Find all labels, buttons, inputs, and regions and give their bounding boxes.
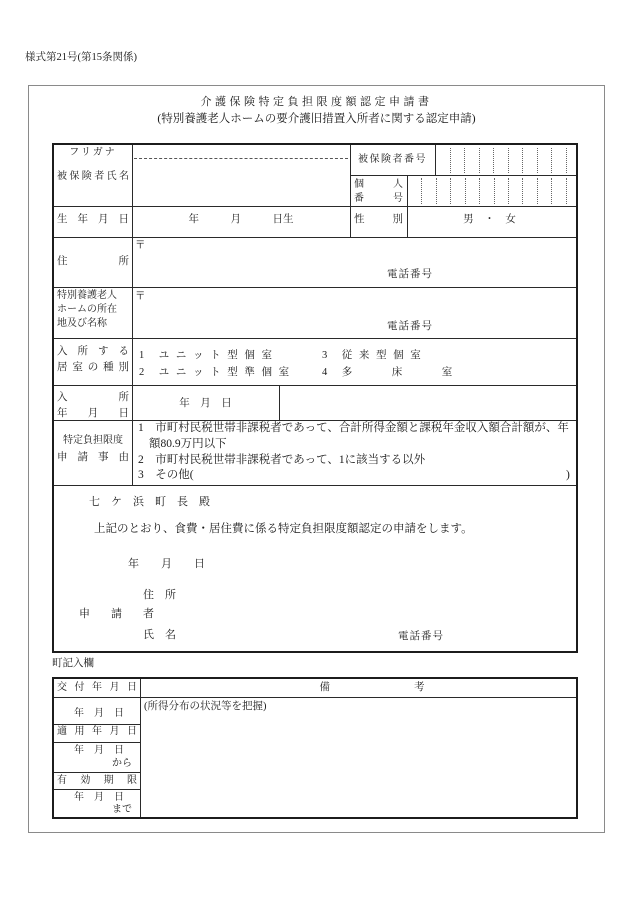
valid-date-value: 年 月 日 bbox=[74, 792, 124, 803]
admission-date-label-line1: 入 所 bbox=[57, 392, 129, 403]
form-number: 様式第21号(第15条関係) bbox=[25, 52, 137, 63]
facility-phone-label: 電話番号 bbox=[387, 321, 433, 332]
rule bbox=[54, 485, 576, 486]
form-title: 介護保険特定負担限度額認定申請書 bbox=[200, 96, 433, 108]
sex-value: 男 ・ 女 bbox=[463, 214, 520, 225]
facility-postal-mark: 〒 bbox=[135, 291, 146, 302]
address-label: 住 所 bbox=[57, 256, 129, 267]
remarks-header: 備 考 bbox=[319, 682, 425, 693]
form-subtitle: (特別養護老人ホームの要介護旧措置入所者に関する認定申請) bbox=[157, 113, 476, 125]
reason-label-line2: 申 請 事 由 bbox=[57, 452, 129, 463]
town-use-table bbox=[52, 677, 578, 819]
rule bbox=[279, 385, 280, 420]
applicant-name-label: 氏 名 bbox=[143, 629, 176, 641]
rule bbox=[54, 772, 140, 773]
personal-number-digit-boxes bbox=[407, 176, 580, 206]
birthdate-label: 生 年 月 日 bbox=[57, 214, 129, 225]
rule bbox=[132, 145, 133, 485]
reason-label-line1: 特定負担限度 bbox=[63, 435, 123, 446]
reason-item-1-line1: 1 市町村民税世帯非課税者であって、合計所得金額と課税年金収入額合計額が、年 bbox=[138, 422, 569, 434]
apply-date-value: 年 月 日 bbox=[74, 745, 124, 756]
personal-number-label-line1: 個 人 bbox=[354, 179, 403, 190]
room-type-label-line1: 入 所 す る bbox=[57, 346, 129, 357]
valid-date-suffix: まで bbox=[112, 804, 132, 815]
reason-item-3-close-paren: ) bbox=[566, 469, 570, 481]
rule bbox=[54, 724, 140, 725]
sex-label: 性 別 bbox=[354, 214, 403, 225]
town-section-label: 町記入欄 bbox=[52, 658, 94, 669]
admission-date-value: 年 月 日 bbox=[179, 398, 232, 409]
addressee-line: 七ケ浜町長殿 bbox=[89, 496, 221, 508]
remarks-note: (所得分布の状況等を把握) bbox=[144, 701, 267, 712]
declaration-date: 年 月 日 bbox=[128, 558, 205, 570]
declaration-statement: 上記のとおり、食費・居住費に係る特定負担限度額認定の申請をします。 bbox=[94, 523, 473, 535]
facility-label-line2: ホームの所在 bbox=[57, 304, 117, 315]
room-option-1: 1 ユ ニ ッ ト 型 個 室 bbox=[139, 350, 274, 361]
rule bbox=[54, 742, 140, 743]
reason-item-1-line2: 額80.9万円以下 bbox=[149, 438, 227, 450]
valid-period-label: 有 効 期 限 bbox=[57, 775, 137, 786]
reason-item-3: 3 その他( bbox=[138, 469, 194, 481]
issue-date-label: 交 付 年 月 日 bbox=[57, 682, 137, 693]
rule bbox=[140, 679, 141, 817]
room-option-3: 3 従 来 型 個 室 bbox=[322, 350, 423, 361]
applicant-label: 申 請 者 bbox=[79, 608, 159, 620]
apply-date-label: 適 用 年 月 日 bbox=[57, 726, 137, 737]
personal-number-label-line2: 番 号 bbox=[354, 193, 403, 204]
insured-number-label: 被保険者番号 bbox=[358, 154, 427, 165]
room-option-4: 4 多 床 室 bbox=[322, 367, 455, 378]
address-phone-label: 電話番号 bbox=[387, 269, 433, 280]
rule bbox=[54, 697, 576, 698]
reason-item-2: 2 市町村民税世帯非課税者であって、1に該当する以外 bbox=[138, 454, 426, 466]
room-option-2: 2 ユ ニ ッ ト 型 準 個 室 bbox=[139, 367, 292, 378]
admission-date-label-line2: 年 月 日 bbox=[57, 408, 129, 419]
insured-name-label: 被保険者氏名 bbox=[57, 171, 129, 182]
birthdate-value: 年 月 日生 bbox=[188, 214, 294, 225]
facility-label-line3: 地及び名称 bbox=[57, 318, 107, 329]
main-application-table bbox=[52, 143, 578, 653]
insured-number-digit-boxes bbox=[435, 146, 580, 175]
rule bbox=[54, 789, 140, 790]
applicant-address-label: 住 所 bbox=[143, 589, 176, 601]
furigana-separator-line bbox=[134, 158, 348, 159]
furigana-label: フリガナ bbox=[69, 147, 117, 158]
facility-label-line1: 特別養護老人 bbox=[57, 290, 117, 301]
issue-date-value: 年 月 日 bbox=[74, 708, 124, 719]
room-type-label-line2: 居 室 の 種 別 bbox=[57, 362, 129, 373]
apply-date-suffix: から bbox=[112, 758, 132, 769]
applicant-phone-label: 電話番号 bbox=[398, 631, 444, 642]
address-postal-mark: 〒 bbox=[135, 240, 146, 251]
